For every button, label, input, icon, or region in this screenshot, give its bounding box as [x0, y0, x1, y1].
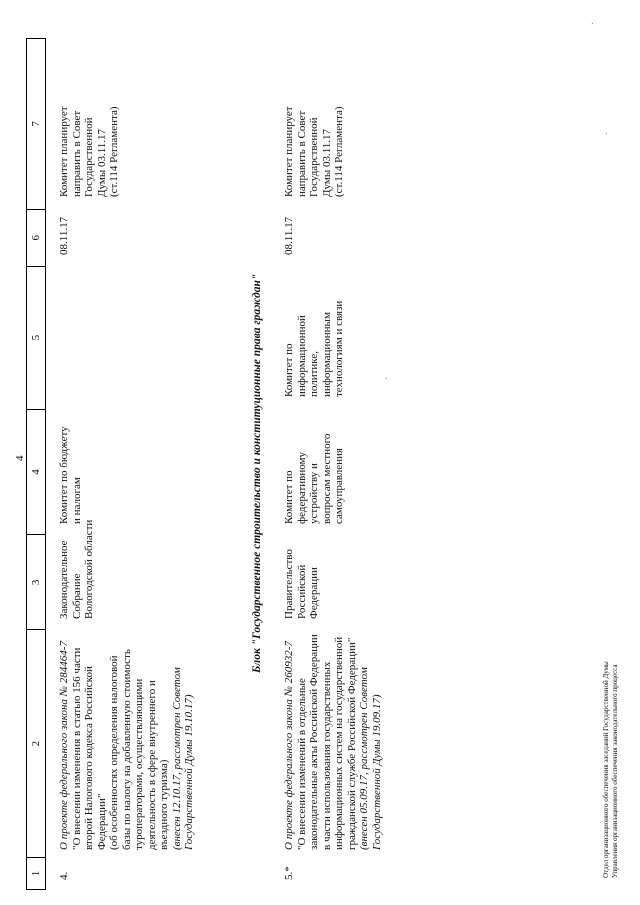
col-2-header: 2: [27, 629, 45, 857]
footer-department: Отдел организационного обеспечения заседаний Государственной Думы Управления организационного обеспечения законодательного процесса: [602, 661, 619, 878]
row5-number: 5.*: [283, 866, 295, 880]
row4-bill-note: (внесен 12.10.17, рассмотрен Советом Государственной Думы 19.10.17): [170, 667, 195, 850]
col-5-header: 5: [27, 266, 45, 409]
row4-result: Комитет планирует направить в Совет Государственной Думы 03.11.17 (ст.114 Регламента): [58, 106, 120, 197]
page-number: 4: [14, 455, 26, 461]
col-1-header: 1: [27, 857, 45, 889]
block-heading: Блок "Государственное строительство и конституционные права граждан": [251, 273, 263, 673]
row5-author: Правительство Российской Федерации: [283, 549, 320, 619]
row5-bill-body: "О внесении изменений в отдельные законодательные акты Российской Федерации в части использования государственных информационных систем на государственной гражданской службе Российской Федерации": [295, 634, 358, 850]
row5-date: 08.11.17: [283, 216, 295, 255]
scan-speck: ·: [602, 131, 613, 135]
scan-speck: ·: [588, 21, 599, 25]
col-7-header: 7: [27, 38, 45, 209]
row4-number: 4.: [58, 871, 70, 880]
row5-result: Комитет планирует направить в Совет Государственной Думы 03.11.17 (ст.114 Регламента): [283, 106, 345, 197]
row5-committee: Комитет по федеративному устройству и вопросам местного самоуправления: [283, 433, 345, 524]
table-header: [26, 38, 46, 890]
row4-bill-body: "О внесении изменения в статью 156 части второй Налогового кодекса Российской Федерации" (об особенностях определения налоговой базы по налогу на добавленную стоимость туроператорами, осуществляющими деятельность в сфере внутреннего и въездного туризма): [70, 647, 170, 850]
col-6-header: 6: [27, 209, 45, 266]
row5-co-committee: Комитет по информационной политике, информационным технологиям и связи: [283, 300, 345, 397]
row4-date: 08.11.17: [58, 216, 70, 255]
col-4-header: 4: [27, 409, 45, 535]
row4-bill-title: О проекте федерального закона № 284464-7: [58, 641, 70, 850]
row4-committee: Комитет по бюджету и налогам: [58, 426, 83, 524]
scan-speck: ·: [382, 376, 393, 380]
row5-bill-note: (внесен 05.09.17, рассмотрен Советом Государственной Думы 19.09.17): [358, 667, 383, 850]
row4-author: Законодательное Собрание Вологодской области: [58, 519, 95, 619]
col-3-header: 3: [27, 534, 45, 629]
row5-bill-title: О проекте федерального закона № 260932-7: [283, 641, 295, 850]
